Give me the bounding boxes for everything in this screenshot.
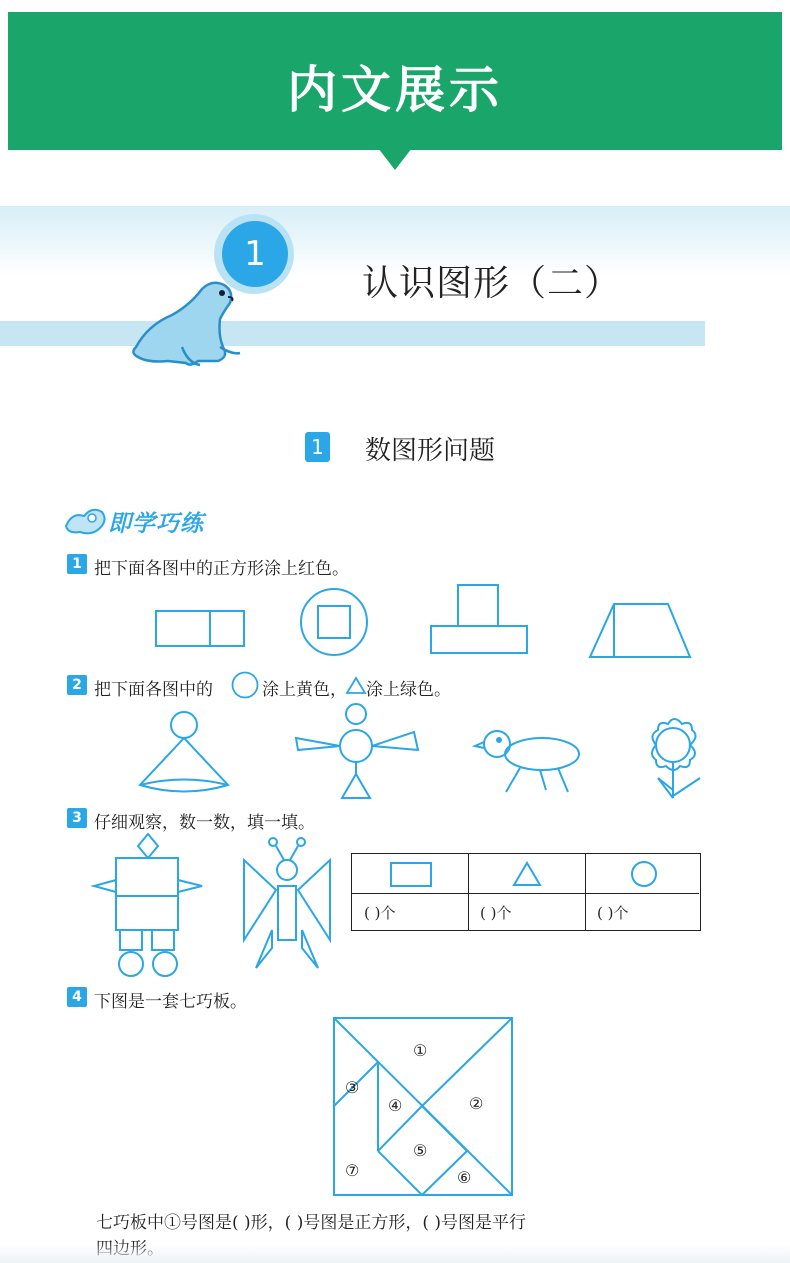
table-divider <box>585 854 586 930</box>
section-number-badge: 1 <box>305 432 330 462</box>
tangram-label: ⑦ <box>345 1161 360 1180</box>
question-text: 下图是一套七巧板。 <box>94 992 247 1012</box>
chapter-strip <box>0 321 705 346</box>
question-2-figures <box>0 700 790 800</box>
table-divider <box>352 893 699 894</box>
chapter-title: 认识图形（二） <box>362 263 622 304</box>
banner-title: 内文展示 <box>287 61 503 119</box>
question-text-part: 把下面各图中的 <box>94 680 213 700</box>
tangram-label: ⑥ <box>457 1168 472 1187</box>
header-banner <box>8 12 782 150</box>
chapter-number-badge: 1 <box>222 221 288 287</box>
tangram-label: ② <box>469 1094 484 1113</box>
page-bottom-fade <box>0 1243 790 1263</box>
banner-notch <box>378 148 412 170</box>
question-1-figures <box>0 580 790 670</box>
triangle-icon <box>512 861 542 887</box>
question-number: 1 <box>67 554 87 574</box>
question-text: 仔细观察，数一数，填一填。 <box>94 813 315 833</box>
question-text: 把下面各图中的正方形涂上红色。 <box>94 559 349 579</box>
tangram-label: ⑤ <box>413 1141 428 1160</box>
seal-mascot-icon <box>128 275 248 375</box>
question-text-part: 涂上黄色， <box>262 680 347 700</box>
section-title: 数图形问题 <box>365 436 496 466</box>
answer-line: 七巧板中①号图是( )形，( )号图是正方形，( )号图是平行 <box>96 1213 527 1233</box>
question-number: 2 <box>67 675 87 695</box>
tangram-label: ④ <box>388 1096 403 1115</box>
question-number: 4 <box>67 987 87 1007</box>
circle-icon <box>630 860 658 888</box>
count-answer-blank[interactable]: ( )个 <box>480 904 512 922</box>
tangram-label: ③ <box>345 1078 360 1097</box>
tangram-label: ① <box>413 1041 428 1060</box>
practice-ornament-icon <box>62 502 110 538</box>
count-answer-blank[interactable]: ( )个 <box>597 904 629 922</box>
count-table <box>351 853 701 931</box>
triangle-icon <box>345 676 367 696</box>
table-divider <box>468 854 469 930</box>
circle-icon <box>230 671 260 699</box>
count-answer-blank[interactable]: ( )个 <box>364 904 396 922</box>
practice-label: 即学巧练 <box>108 511 204 537</box>
question-3-figures <box>0 830 340 980</box>
question-number: 3 <box>67 808 87 828</box>
rectangle-icon <box>390 862 432 888</box>
question-text-part: 涂上绿色。 <box>366 680 451 700</box>
